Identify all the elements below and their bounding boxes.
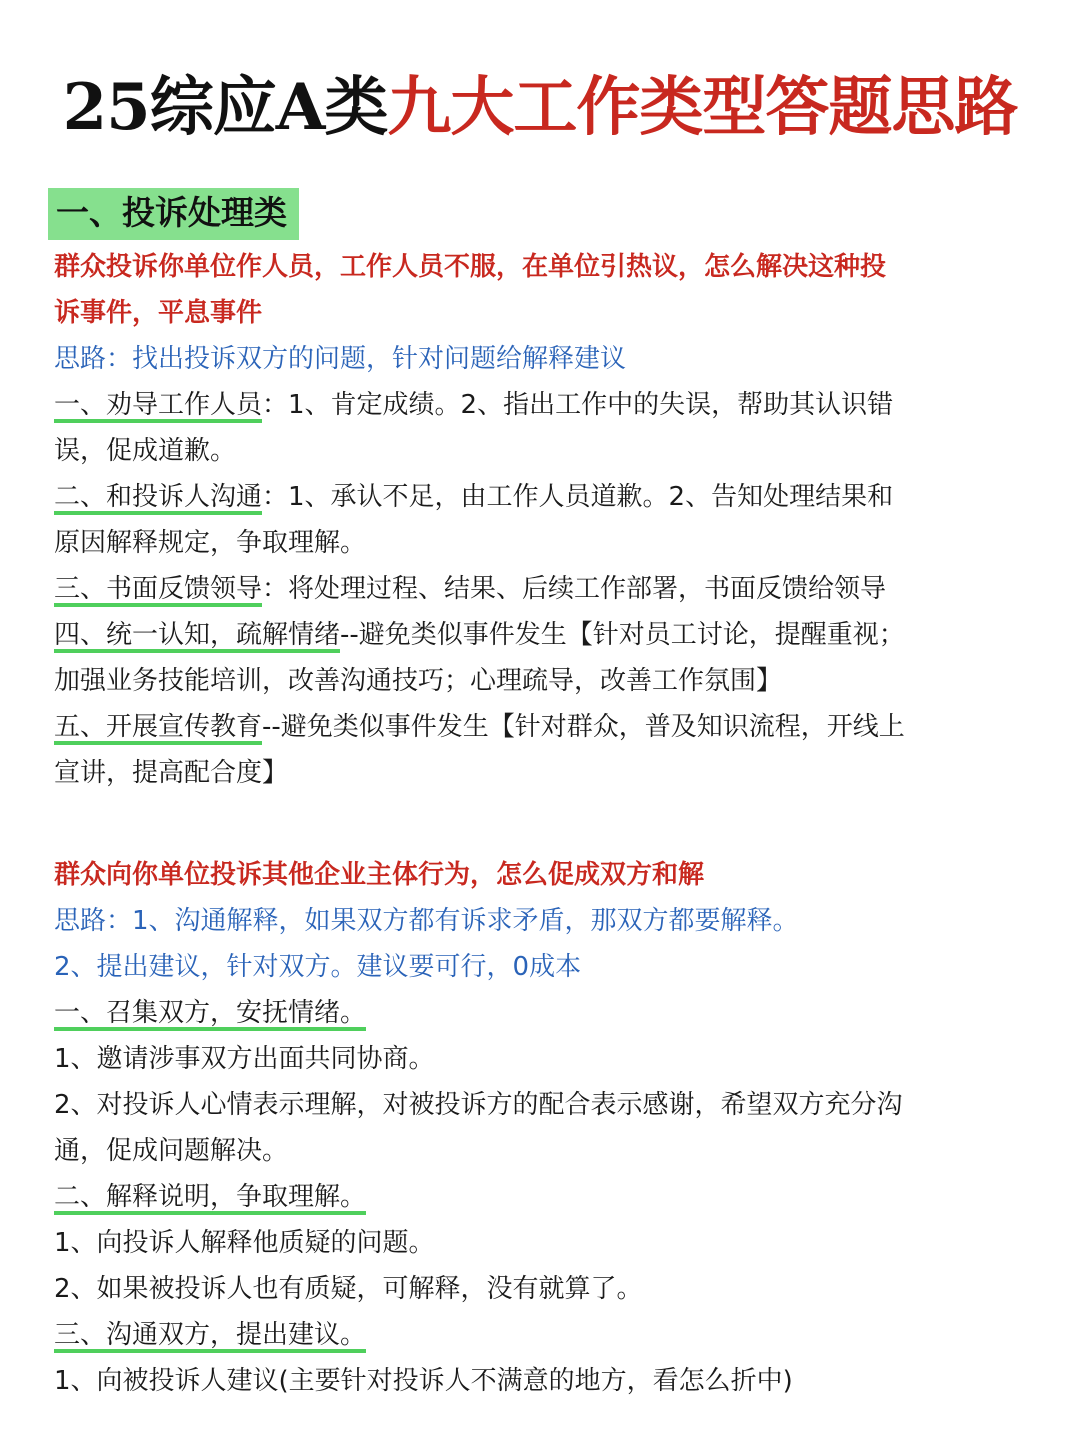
question-1-line-1: 群众投诉你单位作人员，工作人员不服，在单位引热议，怎么解决这种投 (54, 252, 887, 282)
point-5-cont: 宣讲，提高配合度】 (54, 758, 289, 788)
point-2 (54, 474, 1034, 520)
point-3-text: ：将处理过程、结果、后续工作部署，书面反馈给领导 (262, 574, 887, 604)
point-2-cont: 原因解释规定，争取理解。 (54, 528, 367, 558)
page-title (0, 58, 1080, 158)
point-5-text: --避免类似事件发生【针对群众，普及知识流程，开线上 (262, 712, 905, 742)
point-3-step: 三、书面反馈领导 (54, 574, 262, 607)
point-4-text: --避免类似事件发生【针对员工讨论，提醒重视； (340, 620, 905, 650)
question-1-line-2: 诉事件，平息事件 (54, 298, 263, 328)
step-3-item-1: 1、向被投诉人建议(主要针对投诉人不满意的地方，看怎么折中) (54, 1366, 793, 1396)
step-3-heading: 三、沟通双方，提出建议。 (54, 1320, 366, 1353)
point-4 (54, 612, 1034, 658)
step-2-item-2: 2、如果被投诉人也有质疑，可解释，没有就算了。 (54, 1274, 643, 1304)
section-heading: 一、投诉处理类 (48, 188, 299, 240)
point-2-text: ：1、承认不足，由工作人员道歉。2、告知处理结果和 (262, 482, 894, 512)
point-5-step: 五、开展宣传教育 (54, 712, 262, 745)
point-4-step: 四、统一认知，疏解情绪 (54, 620, 340, 653)
point-1-step: 一、劝导工作人员 (54, 390, 262, 423)
question-1-thought: 思路：找出投诉双方的问题，针对问题给解释建议 (54, 344, 627, 374)
step-1-item-2: 2、对投诉人心情表示理解，对被投诉方的配合表示感谢，希望双方充分沟 (54, 1090, 903, 1120)
step-2-heading: 二、解释说明，争取理解。 (54, 1182, 366, 1215)
point-3 (54, 566, 1034, 612)
question-2: 群众向你单位投诉其他企业主体行为，怎么促成双方和解 (54, 860, 705, 890)
title-prefix: 25综应A类 (62, 70, 388, 145)
step-2-item-1: 1、向投诉人解释他质疑的问题。 (54, 1228, 435, 1258)
step-1-heading: 一、召集双方，安抚情绪。 (54, 998, 366, 1031)
spacer (54, 796, 1034, 852)
content (54, 188, 1034, 1404)
point-2-step: 二、和投诉人沟通 (54, 482, 262, 515)
point-1 (54, 382, 1034, 428)
point-1-text: ：1、肯定成绩。2、指出工作中的失误，帮助其认识错 (262, 390, 894, 420)
step-1-item-1: 1、邀请涉事双方出面共同协商。 (54, 1044, 435, 1074)
question-2-thought-2: 2、提出建议，针对双方。建议要可行，0成本 (54, 952, 582, 982)
step-2 (54, 1174, 1034, 1220)
point-1-cont: 误，促成道歉。 (54, 436, 237, 466)
step-3 (54, 1312, 1034, 1358)
point-5 (54, 704, 1034, 750)
title-main: 九大工作类型答题思路 (387, 70, 1018, 145)
question-2-thought-1: 思路：1、沟通解释，如果双方都有诉求矛盾，那双方都要解释。 (54, 906, 799, 936)
step-1-item-2-cont: 通，促成问题解决。 (54, 1136, 289, 1166)
point-4-cont: 加强业务技能培训，改善沟通技巧；心理疏导，改善工作氛围】 (54, 666, 783, 696)
step-1 (54, 990, 1034, 1036)
